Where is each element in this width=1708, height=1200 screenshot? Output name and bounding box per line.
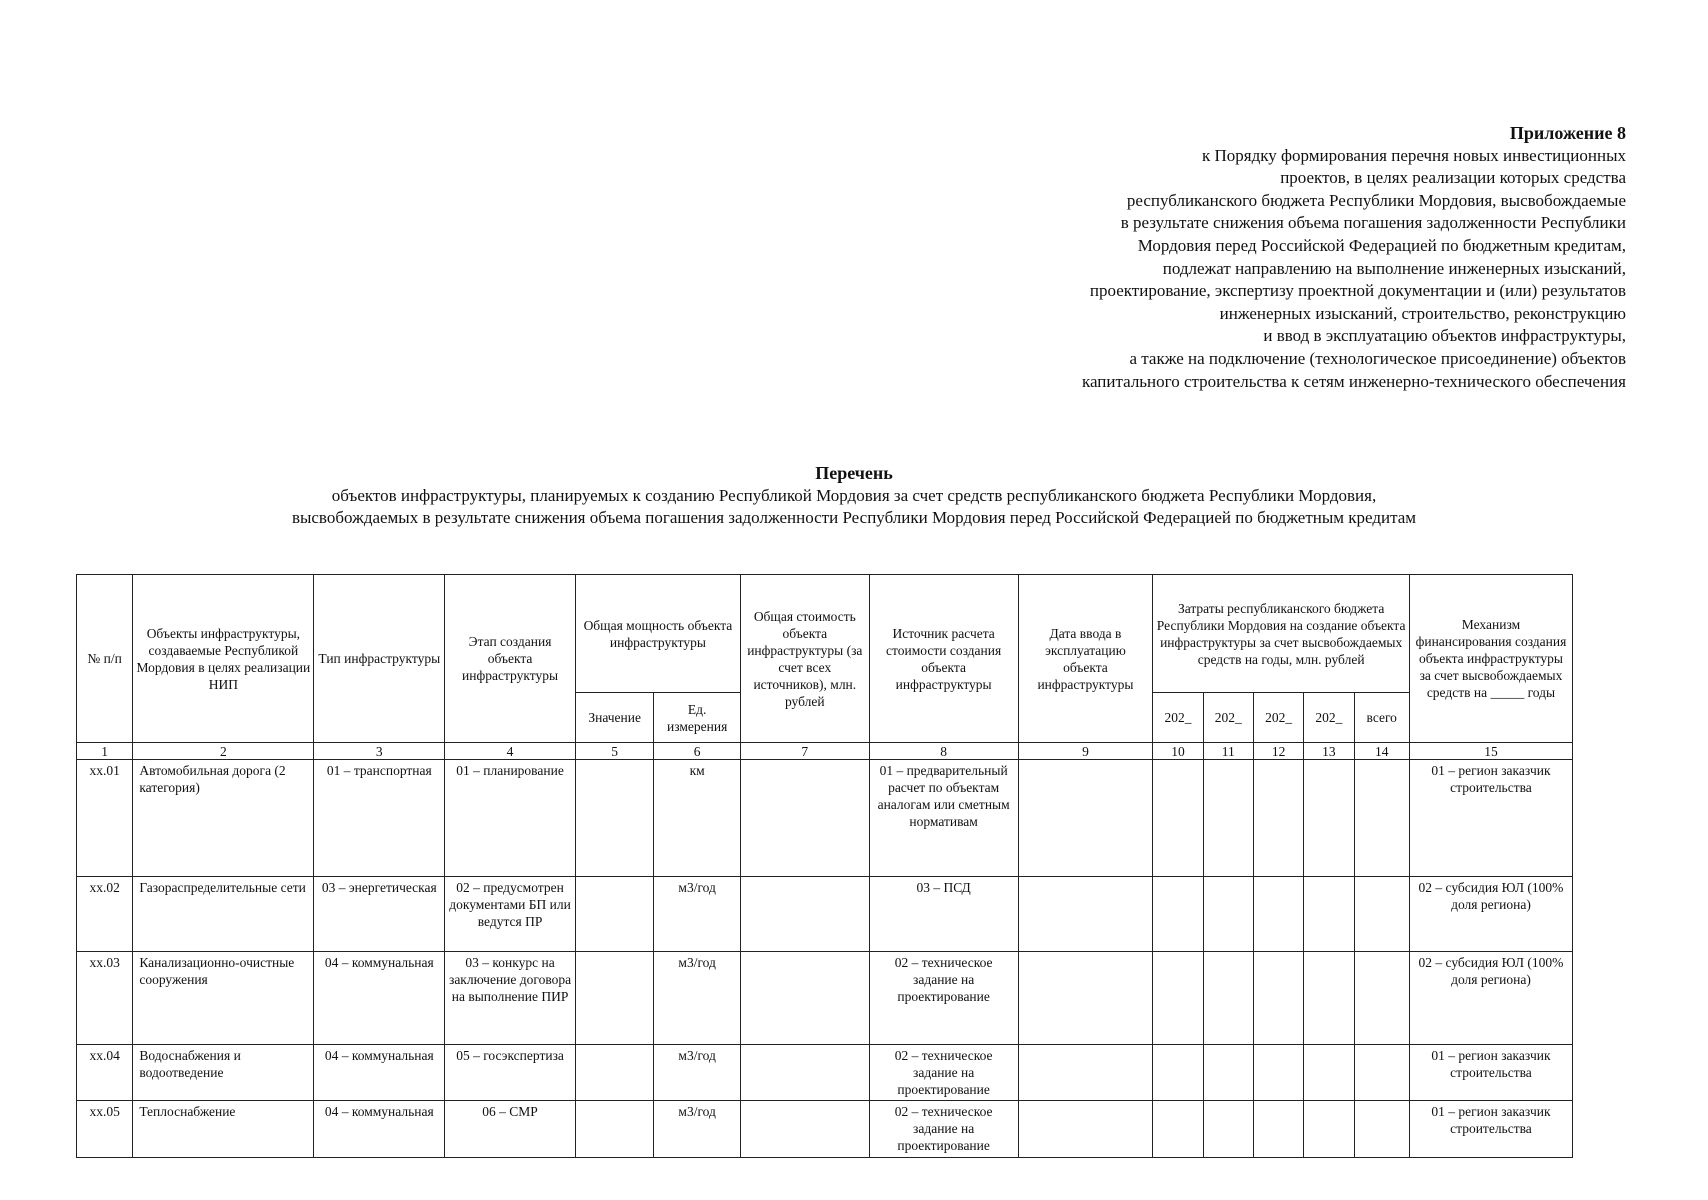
- list-heading: Перечень: [815, 463, 893, 483]
- appendix-line: подлежат направлению на выполнение инженерных изысканий,: [1162, 258, 1626, 278]
- column-number: 11: [1203, 743, 1253, 760]
- row-source: 03 – ПСД: [869, 877, 1018, 952]
- header-cap-value: Значение: [575, 693, 653, 743]
- header-source: Источник расчета стоимости создания объекта инфраструктуры: [869, 575, 1018, 743]
- column-number: 8: [869, 743, 1018, 760]
- row-year-cell: [1304, 1045, 1354, 1101]
- appendix-line: Мордовия перед Российской Федерацией по бюджетным кредитам,: [1137, 235, 1626, 255]
- row-date: [1018, 877, 1153, 952]
- row-source: 02 – техническое задание на проектирование: [869, 952, 1018, 1045]
- row-year-cell: [1153, 1101, 1203, 1158]
- column-number: 13: [1304, 743, 1354, 760]
- row-year-cell: [1203, 760, 1253, 877]
- appendix-title: Приложение 8: [1509, 123, 1626, 143]
- column-number: 7: [740, 743, 869, 760]
- header-objects: Объекты инфраструктуры, создаваемые Республикой Мордовия в целях реализации НИП: [133, 575, 314, 743]
- list-title: [0, 462, 1708, 530]
- row-year-cell: [1203, 1045, 1253, 1101]
- appendix-header: [866, 122, 1626, 393]
- row-total-cell: [1354, 877, 1409, 952]
- column-number: 10: [1153, 743, 1203, 760]
- row-total-cell: [1354, 760, 1409, 877]
- appendix-line: проектирование, экспертизу проектной документации и (или) результатов: [1089, 281, 1626, 301]
- row-num: хх.03: [77, 952, 133, 1045]
- column-number: 14: [1354, 743, 1409, 760]
- row-value: [575, 760, 653, 877]
- header-year-3: 202_: [1253, 693, 1303, 743]
- row-total-cell: [1354, 1045, 1409, 1101]
- row-source: 02 – техническое задание на проектирование: [869, 1045, 1018, 1101]
- header-date: Дата ввода в эксплуатацию объекта инфраструктуры: [1018, 575, 1153, 743]
- header-mechanism: Механизм финансирования создания объекта инфраструктуры за счет высвобождаемых средств на _____ годы: [1409, 575, 1572, 743]
- column-number: 9: [1018, 743, 1153, 760]
- row-num: хх.04: [77, 1045, 133, 1101]
- column-number: 12: [1253, 743, 1303, 760]
- row-num: хх.01: [77, 760, 133, 877]
- row-date: [1018, 952, 1153, 1045]
- row-stage: 01 – планирование: [445, 760, 576, 877]
- row-mechanism: 01 – регион заказчик строительства: [1409, 1045, 1572, 1101]
- row-num: хх.02: [77, 877, 133, 952]
- row-cost: [740, 1101, 869, 1158]
- row-type: 04 – коммунальная: [314, 952, 445, 1045]
- header-cap-unit: Ед. измерения: [654, 693, 741, 743]
- row-year-cell: [1253, 760, 1303, 877]
- row-stage: 06 – СМР: [445, 1101, 576, 1158]
- appendix-line: и ввод в эксплуатацию объектов инфраструктуры,: [1263, 326, 1626, 346]
- column-number: 3: [314, 743, 445, 760]
- appendix-line: в результате снижения объема погашения задолженности Республики: [1120, 213, 1626, 233]
- row-unit: м3/год: [654, 1101, 741, 1158]
- row-year-cell: [1304, 877, 1354, 952]
- appendix-line: проектов, в целях реализации которых средства: [1280, 168, 1626, 188]
- row-mechanism: 01 – регион заказчик строительства: [1409, 1101, 1572, 1158]
- header-capacity: Общая мощность объекта инфраструктуры: [575, 575, 740, 693]
- row-date: [1018, 1101, 1153, 1158]
- column-number: 15: [1409, 743, 1572, 760]
- row-unit: м3/год: [654, 877, 741, 952]
- row-year-cell: [1203, 877, 1253, 952]
- table-row: [77, 1045, 1573, 1101]
- row-year-cell: [1253, 1101, 1303, 1158]
- row-date: [1018, 1045, 1153, 1101]
- row-year-cell: [1253, 952, 1303, 1045]
- column-number: 5: [575, 743, 653, 760]
- row-year-cell: [1153, 952, 1203, 1045]
- appendix-line: республиканского бюджета Республики Мордовия, высвобождаемые: [1126, 190, 1626, 210]
- row-num: хх.05: [77, 1101, 133, 1158]
- row-cost: [740, 877, 869, 952]
- row-mechanism: 01 – регион заказчик строительства: [1409, 760, 1572, 877]
- row-year-cell: [1203, 952, 1253, 1045]
- row-object: Канализационно-очистные сооружения: [133, 952, 314, 1045]
- appendix-line: к Порядку формирования перечня новых инвестиционных: [1201, 145, 1626, 165]
- row-year-cell: [1253, 877, 1303, 952]
- row-object: Водоснабжения и водоотведение: [133, 1045, 314, 1101]
- appendix-line: инженерных изысканий, строительство, реконструкцию: [1219, 303, 1626, 323]
- header-type: Тип инфраструктуры: [314, 575, 445, 743]
- row-stage: 03 – конкурс на заключение договора на выполнение ПИР: [445, 952, 576, 1045]
- row-stage: 02 – предусмотрен документами БП или ведутся ПР: [445, 877, 576, 952]
- header-year-4: 202_: [1304, 693, 1354, 743]
- row-type: 01 – транспортная: [314, 760, 445, 877]
- row-year-cell: [1304, 952, 1354, 1045]
- row-object: Теплоснабжение: [133, 1101, 314, 1158]
- table-row: [77, 1101, 1573, 1158]
- row-cost: [740, 760, 869, 877]
- infrastructure-table: [76, 574, 1573, 1158]
- header-year-2: 202_: [1203, 693, 1253, 743]
- row-unit: км: [654, 760, 741, 877]
- row-year-cell: [1304, 760, 1354, 877]
- row-object: Автомобильная дорога (2 категория): [133, 760, 314, 877]
- row-type: 04 – коммунальная: [314, 1101, 445, 1158]
- row-year-cell: [1153, 877, 1203, 952]
- row-date: [1018, 760, 1153, 877]
- header-year-1: 202_: [1153, 693, 1203, 743]
- row-mechanism: 02 – субсидия ЮЛ (100% доля региона): [1409, 877, 1572, 952]
- row-type: 03 – энергетическая: [314, 877, 445, 952]
- table-row: [77, 760, 1573, 877]
- header-num: № п/п: [77, 575, 133, 743]
- row-unit: м3/год: [654, 1045, 741, 1101]
- row-cost: [740, 1045, 869, 1101]
- header-stage: Этап создания объекта инфраструктуры: [445, 575, 576, 743]
- row-year-cell: [1304, 1101, 1354, 1158]
- row-unit: м3/год: [654, 952, 741, 1045]
- column-number: 4: [445, 743, 576, 760]
- header-expenses: Затраты республиканского бюджета Республики Мордовия на создание объекта инфраструктуры за счет высвобождаемых средств на годы, млн. рублей: [1153, 575, 1410, 693]
- row-value: [575, 877, 653, 952]
- row-value: [575, 952, 653, 1045]
- row-stage: 05 – госэкспертиза: [445, 1045, 576, 1101]
- row-year-cell: [1153, 1045, 1203, 1101]
- table-row: [77, 877, 1573, 952]
- row-year-cell: [1253, 1045, 1303, 1101]
- column-number-row: [77, 743, 1573, 760]
- list-subtitle-line: высвобождаемых в результате снижения объема погашения задолженности Республики Мордовия перед Российской Федерацией по бюджетным кредитам: [291, 508, 1417, 527]
- appendix-line: капитального строительства к сетям инженерно-технического обеспечения: [1081, 371, 1626, 391]
- row-value: [575, 1045, 653, 1101]
- row-year-cell: [1203, 1101, 1253, 1158]
- row-source: 02 – техническое задание на проектирование: [869, 1101, 1018, 1158]
- row-object: Газораспределительные сети: [133, 877, 314, 952]
- table-row: [77, 952, 1573, 1045]
- column-number: 1: [77, 743, 133, 760]
- header-cost: Общая стоимость объекта инфраструктуры (за счет всех источников), млн. рублей: [740, 575, 869, 743]
- row-source: 01 – предварительный расчет по объектам аналогам или сметным нормативам: [869, 760, 1018, 877]
- header-total: всего: [1354, 693, 1409, 743]
- column-number: 6: [654, 743, 741, 760]
- row-total-cell: [1354, 952, 1409, 1045]
- row-value: [575, 1101, 653, 1158]
- appendix-line: а также на подключение (технологическое присоединение) объектов: [1129, 348, 1626, 368]
- list-subtitle-line: объектов инфраструктуры, планируемых к созданию Республикой Мордовия за счет средств республиканского бюджета Республики Мордовия,: [331, 485, 1377, 505]
- row-cost: [740, 952, 869, 1045]
- row-mechanism: 02 – субсидия ЮЛ (100% доля региона): [1409, 952, 1572, 1045]
- row-year-cell: [1153, 760, 1203, 877]
- column-number: 2: [133, 743, 314, 760]
- row-type: 04 – коммунальная: [314, 1045, 445, 1101]
- row-total-cell: [1354, 1101, 1409, 1158]
